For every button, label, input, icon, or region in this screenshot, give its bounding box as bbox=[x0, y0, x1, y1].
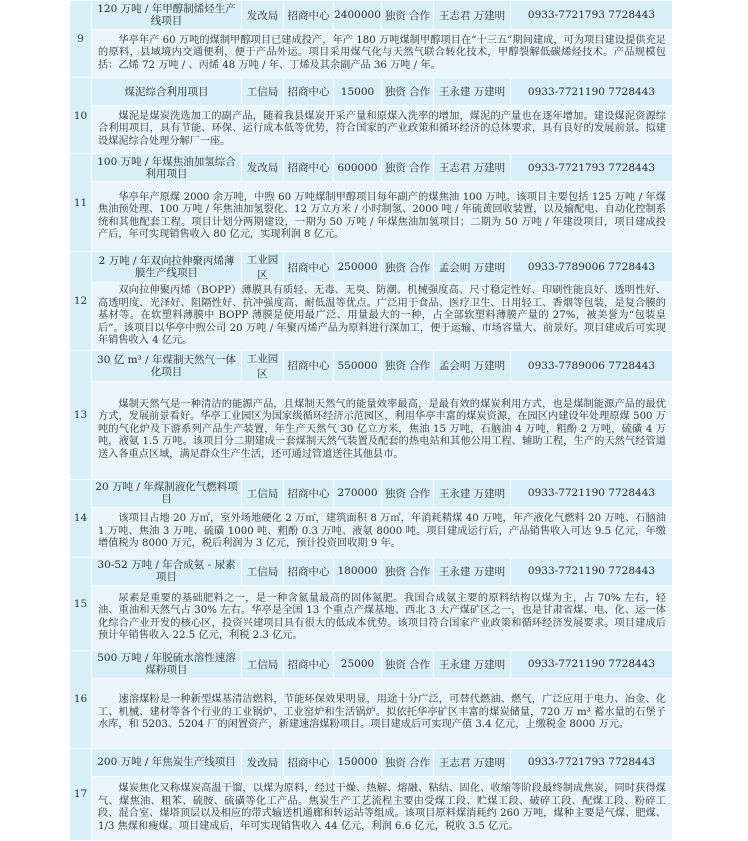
office: 招商中心 bbox=[284, 748, 334, 776]
phone-number: 0933-7721793 7728443 bbox=[511, 154, 673, 182]
department: 工业园区 bbox=[242, 350, 284, 381]
phone-number: 0933-7721190 7728443 bbox=[511, 479, 673, 507]
investment-amount: 600000 bbox=[334, 154, 382, 182]
cooperation-mode: 独资 合作 bbox=[382, 557, 434, 585]
contact-person: 王志君 万建明 bbox=[434, 748, 511, 776]
investment-amount: 180000 bbox=[334, 557, 382, 585]
department: 发改局 bbox=[242, 748, 284, 776]
project-header-row bbox=[70, 1, 673, 30]
project-header-row bbox=[70, 748, 673, 776]
row-number: 16 bbox=[70, 650, 92, 748]
project-description: 煤炭焦化又称煤炭高温干馏，以煤为原料，经过干燥、热解、熔融、粘结、固化、收缩等阶段最终制成焦炭，同时获得煤气、煤焦油、粗苯、硫胺、硫磺等化工产品。焦炭生产工艺流程主要由受煤工段、贮煤工段、破碎工段、配煤工段、粉碎工段、混合室、煤塔顶层以及相应的带式输送机通廊和转运站等组成。该项目原料煤消耗约 260 万吨，煤种主要是气煤、肥煤、1/3 焦煤和瘦煤。项目建成后，年可实现销售收入 44 亿元，利润 6.6 亿元，税收 3.5 亿元。 bbox=[92, 776, 673, 840]
cooperation-mode: 独资 合作 bbox=[382, 252, 434, 283]
row-number: 14 bbox=[70, 479, 92, 557]
row-number: 11 bbox=[70, 154, 92, 252]
project-description: 华亭年产 60 万吨的煤制甲醇项目已建成投产，年产 180 万吨煤制甲醇项目在“十三五”期间建成，可为项目建设提供充足的原料，县域境内交通便利，便于产品外运。项目采用煤气化与天然气联合转化技术，甲醇裂解低碳烯烃技术。产品规模包括：乙烯 72 万吨 / 、丙烯 48 万吨 / 年、丁烯及其余副产品 36 万吨 / 年。 bbox=[92, 30, 673, 78]
project-description-row bbox=[70, 283, 673, 351]
row-number: 17 bbox=[70, 748, 92, 840]
cooperation-mode: 独资 合作 bbox=[382, 350, 434, 381]
project-header-row bbox=[70, 154, 673, 182]
cooperation-mode: 独资 合作 bbox=[382, 650, 434, 678]
contact-person: 王永建 万建明 bbox=[434, 78, 511, 106]
cooperation-mode: 独资 合作 bbox=[382, 154, 434, 182]
office: 招商中心 bbox=[284, 557, 334, 585]
investment-amount: 25000 bbox=[334, 650, 382, 678]
project-description: 速溶煤粉是一种新型煤基清洁燃料，节能环保效果明显，用途十分广泛，可替代燃油、燃气，广泛应用于电力、冶金、化工、机械、建材等各个行业的工业锅炉、工业窑炉和生活锅炉。拟依托华亭矿区丰富的煤炭储量，720 万 m³ 蓄水量的石堡子水库，和 5203、5204 厂的闲置资产，新建速溶煤粉项目。项目建成后可实现产值 3.4 亿元，上缴税金 8000 万元。 bbox=[92, 678, 673, 748]
office: 招商中心 bbox=[284, 650, 334, 678]
department: 发改局 bbox=[242, 154, 284, 182]
contact-person: 王永建 万建明 bbox=[434, 650, 511, 678]
contact-person: 王志君 万建明 bbox=[434, 154, 511, 182]
investment-amount: 150000 bbox=[334, 748, 382, 776]
investment-amount: 250000 bbox=[334, 252, 382, 283]
department: 发改局 bbox=[242, 1, 284, 30]
project-description: 双向拉伸聚丙烯（BOPP）薄膜具有质轻、无毒、无臭、防潮、机械强度高、尺寸稳定性好、印刷性能良好、透明性好、高透明度、光泽好、阻隔性好、抗冲强度高、耐低温等优点。广泛用于食品、医疗卫生、日用轻工、香烟等包装，是复合膜的基材等。在软塑料薄膜中 BOPP 薄膜是使用最广泛、用量最大的一种，占全部软塑料薄膜产量的 27%，被美誉为“包装皇后”。该项目以华亭中煦公司 20 万吨 / 年聚丙烯产品为原料进行深加工，便于运输、市场容量大、前景好。项目建成后可实现年销售收入 4 亿元。 bbox=[92, 283, 673, 351]
project-name: 30-52 万吨 / 年合成氨 - 尿素项目 bbox=[92, 557, 242, 585]
project-name: 2 万吨 / 年双向拉伸聚丙烯薄膜生产线项目 bbox=[92, 252, 242, 283]
row-number: 15 bbox=[70, 557, 92, 650]
page-margin-right bbox=[672, 0, 748, 790]
office: 招商中心 bbox=[284, 479, 334, 507]
project-header-row bbox=[70, 479, 673, 507]
project-header-row bbox=[70, 78, 673, 106]
contact-person: 王永建 万建明 bbox=[434, 557, 511, 585]
phone-number: 0933-7721190 7728443 bbox=[511, 78, 673, 106]
project-table bbox=[69, 0, 673, 841]
department: 工信局 bbox=[242, 78, 284, 106]
project-name: 120 万吨 / 年甲醇制烯烃生产线项目 bbox=[92, 1, 242, 30]
project-description-row bbox=[70, 776, 673, 840]
office: 招商中心 bbox=[284, 1, 334, 30]
project-header-row bbox=[70, 650, 673, 678]
investment-amount: 15000 bbox=[334, 78, 382, 106]
department: 工信局 bbox=[242, 650, 284, 678]
department: 工业园区 bbox=[242, 252, 284, 283]
contact-person: 王志君 万建明 bbox=[434, 1, 511, 30]
project-name: 20 万吨 / 年煤制液化气燃料项目 bbox=[92, 479, 242, 507]
phone-number: 0933-7721793 7728443 bbox=[511, 1, 673, 30]
contact-person: 孟会明 万建明 bbox=[434, 350, 511, 381]
cooperation-mode: 独资 合作 bbox=[382, 78, 434, 106]
investment-amount: 270000 bbox=[334, 479, 382, 507]
row-number: 9 bbox=[70, 1, 92, 78]
project-description-row bbox=[70, 678, 673, 748]
cooperation-mode: 独资 合作 bbox=[382, 1, 434, 30]
page-margin-left bbox=[0, 0, 69, 790]
project-description-row bbox=[70, 585, 673, 650]
phone-number: 0933-7721190 7728443 bbox=[511, 557, 673, 585]
project-name: 30 亿 m³ / 年煤制天然气一体化项目 bbox=[92, 350, 242, 381]
phone-number: 0933-7789006 7728443 bbox=[511, 252, 673, 283]
project-description: 该项目占地 20 万㎡，室外场地硬化 2 万㎡，建筑面积 8 万㎡，年消耗精煤 40 万吨，年产液化气燃料 20 万吨、石脑油 1 万吨、焦油 3 万吨、硫磺 1000 吨、粗酚 0.3 万吨、液氨 8000 吨。项目建成运行后，产品销售收入可达 9.5 亿元，年缴增值税为 8000 万元，税后利润为 3 亿元，预计投资回收期 9 年。 bbox=[92, 507, 673, 557]
project-description-row bbox=[70, 182, 673, 252]
project-description: 华亭年产原煤 2000 余万吨，中煦 60 万吨煤制甲醇项目每年副产的煤焦油 100 万吨。该项目主要包括 125 万吨 / 年煤焦油预处理、100 万吨 / 年焦油加氢裂化、12 万立方米 / 小时制氢、2000 吨 / 年硫黄回收装置，以及输配电、自动化控制系统和其他配套工程。项目计划分两期建设，一期为 50 万吨 / 年煤焦油加氢项目；二期为 50 万吨 / 年建设项目，项目建成投产后，年可实现销售收入 80 亿元，实现利润 8 亿元。 bbox=[92, 182, 673, 252]
project-header-row bbox=[70, 557, 673, 585]
project-name: 200 万吨 / 年焦炭生产线项目 bbox=[92, 748, 242, 776]
project-table-sheet bbox=[69, 0, 672, 841]
project-name: 煤泥综合利用项目 bbox=[92, 78, 242, 106]
office: 招商中心 bbox=[284, 350, 334, 381]
project-description: 尿素是重要的基础肥料之一，是一种含氮量最高的固体氮肥。我国合成氨主要的原料结构以煤为主，占 70% 左右，轻油、重油和天然气占 30% 左右。华亭是全国 13 个重点产煤基地、西北 3 大产煤矿区之一，也是甘肃省煤、电、化、运一体化综合产业开发的核心区，投资兴建项目具有很大的低成本优势。该项目符合国家产业政策和循环经济发展要求。项目建成后预计年销售收入 22.5 亿元，利税 2.3 亿元。 bbox=[92, 585, 673, 650]
investment-amount: 550000 bbox=[334, 350, 382, 381]
project-description-row bbox=[70, 30, 673, 78]
project-name: 500 万吨 / 年脱硫水溶性速溶煤粉项目 bbox=[92, 650, 242, 678]
row-number: 13 bbox=[70, 350, 92, 479]
row-number: 10 bbox=[70, 78, 92, 154]
row-number: 12 bbox=[70, 252, 92, 351]
office: 招商中心 bbox=[284, 154, 334, 182]
project-description: 煤泥是煤炭洗选加工的副产品，随着我县煤炭开采产量和原煤入洗率的增加，煤泥的产量也在逐年增加。建设煤泥资源综合利用项目，具有节能、环保、运行成本低等优势，符合国家的产业政策和循环经济的总体要求，具有良好的发展前景。拟建设煤泥综合处理分解厂一座。 bbox=[92, 106, 673, 154]
cooperation-mode: 独资 合作 bbox=[382, 479, 434, 507]
project-name: 100 万吨 / 年煤焦油加氢综合利用项目 bbox=[92, 154, 242, 182]
project-description-row bbox=[70, 381, 673, 479]
project-description: 煤制天然气是一种清洁的能源产品，且煤制天然气的能量效率最高，是最有效的煤炭利用方式，也是煤制能源产品的最优方式，发展前景看好。华亭工业园区为国家级循环经济示范园区，利用华亭丰富的煤炭资源，在园区内建设年处理原煤 500 万吨的气化炉及下游系列产品生产装置，年生产天然气 30 亿立方米，焦油 15 万吨，石脑油 4 万吨，粗酚 2 万吨，硫磺 4 万吨，液氨 1.5 万吨。该项目分二期建成一套煤制天然气装置及配套的热电站和其他公用工程、辅助工程，生产的天然气经管道送入各重点区域，满足群众生产生活，还可通过管道送往其他县市。 bbox=[92, 381, 673, 479]
project-description-row bbox=[70, 507, 673, 557]
phone-number: 0933-7721793 7728443 bbox=[511, 748, 673, 776]
department: 工信局 bbox=[242, 479, 284, 507]
project-description-row bbox=[70, 106, 673, 154]
department: 工信局 bbox=[242, 557, 284, 585]
investment-amount: 2400000 bbox=[334, 1, 382, 30]
contact-person: 孟会明 万建明 bbox=[434, 252, 511, 283]
project-header-row bbox=[70, 350, 673, 381]
office: 招商中心 bbox=[284, 78, 334, 106]
phone-number: 0933-7789006 7728443 bbox=[511, 350, 673, 381]
office: 招商中心 bbox=[284, 252, 334, 283]
cooperation-mode: 独资 合作 bbox=[382, 748, 434, 776]
project-header-row bbox=[70, 252, 673, 283]
phone-number: 0933-7721190 7728443 bbox=[511, 650, 673, 678]
contact-person: 王永建 万建明 bbox=[434, 479, 511, 507]
